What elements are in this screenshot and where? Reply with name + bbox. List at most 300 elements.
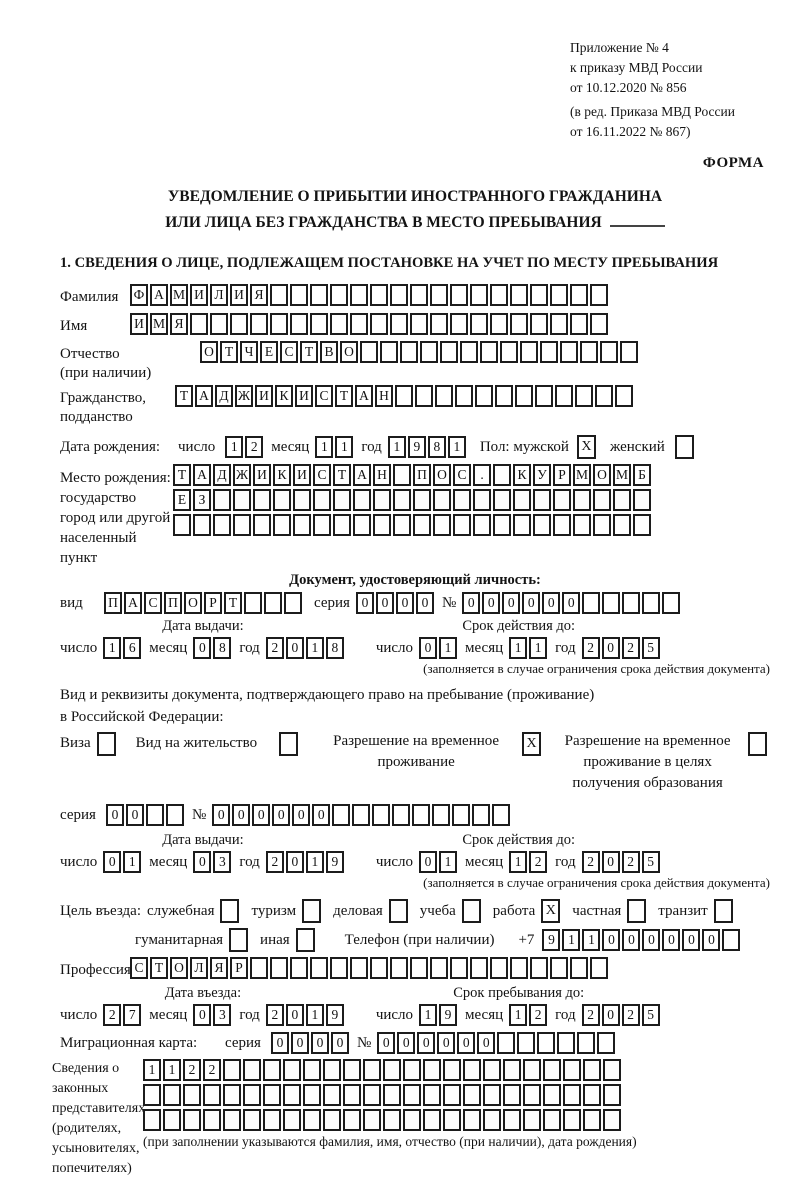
char-cell[interactable] <box>523 1059 541 1081</box>
char-cell[interactable] <box>243 1109 261 1131</box>
char-cell[interactable]: 0 <box>417 1032 435 1054</box>
char-cell[interactable] <box>430 313 448 335</box>
char-cell[interactable] <box>415 385 433 407</box>
char-cell[interactable]: 0 <box>103 851 121 873</box>
char-cell[interactable] <box>475 385 493 407</box>
char-cell[interactable] <box>353 514 371 536</box>
char-cell[interactable]: И <box>190 284 208 306</box>
char-cell[interactable]: А <box>150 284 168 306</box>
char-cell[interactable] <box>283 1084 301 1106</box>
char-cell[interactable]: Ж <box>235 385 253 407</box>
char-cell[interactable] <box>412 804 430 826</box>
char-cell[interactable]: 2 <box>622 1004 640 1026</box>
char-cell[interactable]: 0 <box>416 592 434 614</box>
char-cell[interactable] <box>193 514 211 536</box>
char-cell[interactable]: 7 <box>123 1004 141 1026</box>
char-cell[interactable]: 2 <box>266 1004 284 1026</box>
char-cell[interactable] <box>493 489 511 511</box>
char-cell[interactable]: 1 <box>439 637 457 659</box>
char-cell[interactable] <box>223 1109 241 1131</box>
char-cell[interactable]: М <box>150 313 168 335</box>
char-cell[interactable] <box>493 514 511 536</box>
char-cell[interactable]: 0 <box>702 929 720 951</box>
char-cell[interactable]: 0 <box>271 1032 289 1054</box>
char-cell[interactable] <box>423 1109 441 1131</box>
char-cell[interactable]: 1 <box>306 637 324 659</box>
char-cell[interactable]: 1 <box>448 436 466 458</box>
char-cell[interactable] <box>303 1109 321 1131</box>
char-cell[interactable] <box>350 284 368 306</box>
char-cell[interactable] <box>333 489 351 511</box>
char-cell[interactable]: 5 <box>642 851 660 873</box>
char-cell[interactable]: Н <box>375 385 393 407</box>
char-cell[interactable] <box>603 1084 621 1106</box>
char-cell[interactable] <box>403 1059 421 1081</box>
char-cell[interactable] <box>520 341 538 363</box>
char-cell[interactable]: Л <box>190 957 208 979</box>
purpose-business-checkbox[interactable] <box>389 899 408 923</box>
char-cell[interactable]: А <box>353 464 371 486</box>
char-cell[interactable]: 2 <box>529 851 547 873</box>
char-cell[interactable]: 0 <box>462 592 480 614</box>
char-cell[interactable] <box>550 284 568 306</box>
char-cell[interactable] <box>603 1059 621 1081</box>
char-cell[interactable] <box>230 313 248 335</box>
char-cell[interactable]: 1 <box>335 436 353 458</box>
char-cell[interactable]: 0 <box>419 851 437 873</box>
char-cell[interactable] <box>550 957 568 979</box>
char-cell[interactable] <box>290 284 308 306</box>
char-cell[interactable]: И <box>293 464 311 486</box>
char-cell[interactable] <box>383 1084 401 1106</box>
char-cell[interactable]: 0 <box>286 1004 304 1026</box>
char-cell[interactable] <box>530 313 548 335</box>
char-cell[interactable] <box>540 341 558 363</box>
char-cell[interactable] <box>722 929 740 951</box>
char-cell[interactable]: Л <box>210 284 228 306</box>
char-cell[interactable] <box>400 341 418 363</box>
char-cell[interactable] <box>613 489 631 511</box>
char-cell[interactable] <box>173 514 191 536</box>
char-cell[interactable] <box>390 957 408 979</box>
char-cell[interactable]: 2 <box>582 1004 600 1026</box>
char-cell[interactable] <box>495 385 513 407</box>
sex-male-checkbox[interactable]: X <box>577 435 596 459</box>
char-cell[interactable]: 0 <box>482 592 500 614</box>
char-cell[interactable] <box>470 284 488 306</box>
char-cell[interactable]: Т <box>224 592 242 614</box>
char-cell[interactable] <box>233 514 251 536</box>
char-cell[interactable]: 1 <box>163 1059 181 1081</box>
char-cell[interactable]: 0 <box>286 637 304 659</box>
char-cell[interactable]: 0 <box>331 1032 349 1054</box>
char-cell[interactable]: 0 <box>437 1032 455 1054</box>
char-cell[interactable]: 5 <box>642 637 660 659</box>
char-cell[interactable]: 1 <box>509 851 527 873</box>
char-cell[interactable]: 0 <box>602 929 620 951</box>
char-cell[interactable] <box>530 284 548 306</box>
char-cell[interactable]: Т <box>220 341 238 363</box>
char-cell[interactable] <box>323 1109 341 1131</box>
char-cell[interactable]: 1 <box>103 637 121 659</box>
char-cell[interactable]: П <box>164 592 182 614</box>
char-cell[interactable] <box>413 514 431 536</box>
char-cell[interactable] <box>333 514 351 536</box>
char-cell[interactable]: Ф <box>130 284 148 306</box>
char-cell[interactable]: Ж <box>233 464 251 486</box>
char-cell[interactable] <box>213 514 231 536</box>
char-cell[interactable] <box>270 284 288 306</box>
char-cell[interactable] <box>190 313 208 335</box>
char-cell[interactable]: 9 <box>326 851 344 873</box>
char-cell[interactable] <box>633 489 651 511</box>
char-cell[interactable]: С <box>453 464 471 486</box>
char-cell[interactable]: И <box>255 385 273 407</box>
char-cell[interactable]: 2 <box>245 436 263 458</box>
char-cell[interactable] <box>530 957 548 979</box>
char-cell[interactable]: Р <box>553 464 571 486</box>
char-cell[interactable]: 0 <box>126 804 144 826</box>
char-cell[interactable] <box>183 1109 201 1131</box>
char-cell[interactable] <box>363 1084 381 1106</box>
char-cell[interactable]: 2 <box>183 1059 201 1081</box>
char-cell[interactable]: 0 <box>252 804 270 826</box>
char-cell[interactable] <box>633 514 651 536</box>
char-cell[interactable]: 9 <box>439 1004 457 1026</box>
char-cell[interactable] <box>283 1109 301 1131</box>
char-cell[interactable]: А <box>355 385 373 407</box>
char-cell[interactable] <box>463 1059 481 1081</box>
char-cell[interactable]: 2 <box>203 1059 221 1081</box>
char-cell[interactable] <box>233 489 251 511</box>
char-cell[interactable]: 2 <box>266 637 284 659</box>
char-cell[interactable] <box>270 957 288 979</box>
char-cell[interactable] <box>590 957 608 979</box>
char-cell[interactable]: 0 <box>193 1004 211 1026</box>
char-cell[interactable]: Б <box>633 464 651 486</box>
char-cell[interactable] <box>463 1084 481 1106</box>
purpose-other-checkbox[interactable] <box>296 928 315 952</box>
char-cell[interactable] <box>243 1084 261 1106</box>
char-cell[interactable] <box>470 313 488 335</box>
char-cell[interactable] <box>383 1109 401 1131</box>
char-cell[interactable]: 2 <box>529 1004 547 1026</box>
char-cell[interactable] <box>583 1084 601 1106</box>
char-cell[interactable] <box>330 313 348 335</box>
char-cell[interactable] <box>533 489 551 511</box>
char-cell[interactable] <box>310 284 328 306</box>
char-cell[interactable] <box>560 341 578 363</box>
char-cell[interactable]: Р <box>230 957 248 979</box>
char-cell[interactable] <box>264 592 282 614</box>
char-cell[interactable]: 0 <box>193 637 211 659</box>
char-cell[interactable] <box>613 514 631 536</box>
char-cell[interactable] <box>570 313 588 335</box>
char-cell[interactable] <box>590 313 608 335</box>
char-cell[interactable] <box>523 1109 541 1131</box>
char-cell[interactable] <box>573 514 591 536</box>
char-cell[interactable] <box>600 341 618 363</box>
char-cell[interactable] <box>244 592 262 614</box>
char-cell[interactable]: 9 <box>542 929 560 951</box>
char-cell[interactable] <box>363 1059 381 1081</box>
char-cell[interactable]: К <box>273 464 291 486</box>
char-cell[interactable] <box>543 1109 561 1131</box>
char-cell[interactable] <box>490 284 508 306</box>
char-cell[interactable] <box>372 804 390 826</box>
char-cell[interactable] <box>253 514 271 536</box>
char-cell[interactable]: О <box>593 464 611 486</box>
char-cell[interactable]: И <box>130 313 148 335</box>
char-cell[interactable] <box>440 341 458 363</box>
char-cell[interactable] <box>146 804 164 826</box>
char-cell[interactable]: О <box>433 464 451 486</box>
char-cell[interactable] <box>463 1109 481 1131</box>
char-cell[interactable] <box>620 341 638 363</box>
purpose-work-checkbox[interactable]: X <box>541 899 560 923</box>
char-cell[interactable] <box>533 514 551 536</box>
char-cell[interactable]: Т <box>335 385 353 407</box>
char-cell[interactable] <box>352 804 370 826</box>
char-cell[interactable]: С <box>144 592 162 614</box>
char-cell[interactable] <box>263 1109 281 1131</box>
char-cell[interactable] <box>430 284 448 306</box>
char-cell[interactable] <box>515 385 533 407</box>
char-cell[interactable] <box>392 804 410 826</box>
char-cell[interactable] <box>470 957 488 979</box>
char-cell[interactable] <box>370 313 388 335</box>
char-cell[interactable] <box>490 957 508 979</box>
purpose-official-checkbox[interactable] <box>220 899 239 923</box>
char-cell[interactable] <box>503 1109 521 1131</box>
char-cell[interactable] <box>582 592 600 614</box>
char-cell[interactable]: С <box>130 957 148 979</box>
char-cell[interactable]: 9 <box>408 436 426 458</box>
char-cell[interactable]: О <box>200 341 218 363</box>
char-cell[interactable] <box>483 1059 501 1081</box>
char-cell[interactable]: С <box>313 464 331 486</box>
char-cell[interactable] <box>452 804 470 826</box>
char-cell[interactable]: 0 <box>377 1032 395 1054</box>
char-cell[interactable] <box>183 1084 201 1106</box>
char-cell[interactable] <box>590 284 608 306</box>
char-cell[interactable]: 2 <box>622 851 640 873</box>
char-cell[interactable] <box>453 489 471 511</box>
char-cell[interactable]: 1 <box>306 1004 324 1026</box>
purpose-study-checkbox[interactable] <box>462 899 481 923</box>
char-cell[interactable]: 1 <box>123 851 141 873</box>
char-cell[interactable]: 0 <box>286 851 304 873</box>
char-cell[interactable]: О <box>170 957 188 979</box>
char-cell[interactable] <box>473 514 491 536</box>
char-cell[interactable] <box>563 1059 581 1081</box>
char-cell[interactable]: 0 <box>602 637 620 659</box>
char-cell[interactable] <box>380 341 398 363</box>
char-cell[interactable] <box>580 341 598 363</box>
char-cell[interactable] <box>595 385 613 407</box>
char-cell[interactable] <box>473 489 491 511</box>
char-cell[interactable] <box>435 385 453 407</box>
char-cell[interactable] <box>323 1084 341 1106</box>
char-cell[interactable]: 0 <box>602 1004 620 1026</box>
char-cell[interactable] <box>583 1109 601 1131</box>
char-cell[interactable] <box>143 1084 161 1106</box>
char-cell[interactable] <box>642 592 660 614</box>
char-cell[interactable] <box>303 1084 321 1106</box>
char-cell[interactable]: Д <box>215 385 233 407</box>
char-cell[interactable]: 0 <box>312 804 330 826</box>
char-cell[interactable] <box>273 514 291 536</box>
purpose-transit-checkbox[interactable] <box>714 899 733 923</box>
char-cell[interactable] <box>223 1059 241 1081</box>
char-cell[interactable] <box>453 514 471 536</box>
char-cell[interactable]: Т <box>175 385 193 407</box>
char-cell[interactable] <box>360 341 378 363</box>
char-cell[interactable] <box>163 1084 181 1106</box>
char-cell[interactable]: 0 <box>419 637 437 659</box>
char-cell[interactable] <box>597 1032 615 1054</box>
char-cell[interactable]: И <box>230 284 248 306</box>
char-cell[interactable]: 6 <box>123 637 141 659</box>
char-cell[interactable]: Е <box>173 489 191 511</box>
char-cell[interactable]: 1 <box>529 637 547 659</box>
char-cell[interactable]: 0 <box>232 804 250 826</box>
char-cell[interactable]: 0 <box>682 929 700 951</box>
char-cell[interactable]: 0 <box>106 804 124 826</box>
char-cell[interactable] <box>413 489 431 511</box>
visa-checkbox[interactable] <box>97 732 116 756</box>
char-cell[interactable] <box>223 1084 241 1106</box>
char-cell[interactable]: Т <box>333 464 351 486</box>
char-cell[interactable] <box>313 489 331 511</box>
char-cell[interactable]: 0 <box>622 929 640 951</box>
char-cell[interactable] <box>332 804 350 826</box>
char-cell[interactable] <box>497 1032 515 1054</box>
char-cell[interactable] <box>284 592 302 614</box>
char-cell[interactable]: 0 <box>522 592 540 614</box>
char-cell[interactable] <box>430 957 448 979</box>
char-cell[interactable]: Е <box>260 341 278 363</box>
char-cell[interactable] <box>330 957 348 979</box>
char-cell[interactable]: 1 <box>439 851 457 873</box>
char-cell[interactable]: 2 <box>582 637 600 659</box>
char-cell[interactable] <box>510 957 528 979</box>
char-cell[interactable] <box>563 1109 581 1131</box>
char-cell[interactable]: О <box>340 341 358 363</box>
char-cell[interactable]: 2 <box>266 851 284 873</box>
char-cell[interactable] <box>343 1059 361 1081</box>
char-cell[interactable] <box>343 1084 361 1106</box>
char-cell[interactable]: 0 <box>477 1032 495 1054</box>
char-cell[interactable] <box>323 1059 341 1081</box>
char-cell[interactable]: Ч <box>240 341 258 363</box>
char-cell[interactable] <box>493 464 511 486</box>
char-cell[interactable]: 9 <box>326 1004 344 1026</box>
char-cell[interactable] <box>330 284 348 306</box>
char-cell[interactable]: 1 <box>225 436 243 458</box>
char-cell[interactable] <box>293 514 311 536</box>
char-cell[interactable]: К <box>275 385 293 407</box>
char-cell[interactable] <box>420 341 438 363</box>
char-cell[interactable] <box>310 313 328 335</box>
char-cell[interactable] <box>593 514 611 536</box>
char-cell[interactable] <box>615 385 633 407</box>
sex-female-checkbox[interactable] <box>675 435 694 459</box>
char-cell[interactable] <box>543 1059 561 1081</box>
char-cell[interactable]: 0 <box>272 804 290 826</box>
char-cell[interactable] <box>303 1059 321 1081</box>
char-cell[interactable]: М <box>573 464 591 486</box>
char-cell[interactable]: А <box>195 385 213 407</box>
char-cell[interactable] <box>662 592 680 614</box>
residence-permit-checkbox[interactable] <box>279 732 298 756</box>
char-cell[interactable] <box>166 804 184 826</box>
char-cell[interactable]: 2 <box>582 851 600 873</box>
char-cell[interactable] <box>250 313 268 335</box>
char-cell[interactable]: И <box>295 385 313 407</box>
char-cell[interactable]: К <box>513 464 531 486</box>
char-cell[interactable] <box>492 804 510 826</box>
char-cell[interactable] <box>483 1109 501 1131</box>
char-cell[interactable]: 0 <box>397 1032 415 1054</box>
char-cell[interactable] <box>513 489 531 511</box>
char-cell[interactable]: 2 <box>103 1004 121 1026</box>
char-cell[interactable]: 1 <box>509 1004 527 1026</box>
char-cell[interactable] <box>273 489 291 511</box>
char-cell[interactable] <box>410 957 428 979</box>
char-cell[interactable] <box>557 1032 575 1054</box>
char-cell[interactable] <box>503 1059 521 1081</box>
char-cell[interactable]: 0 <box>212 804 230 826</box>
char-cell[interactable]: Р <box>204 592 222 614</box>
char-cell[interactable] <box>263 1059 281 1081</box>
char-cell[interactable]: 8 <box>428 436 446 458</box>
char-cell[interactable] <box>550 313 568 335</box>
char-cell[interactable]: 0 <box>457 1032 475 1054</box>
char-cell[interactable] <box>455 385 473 407</box>
char-cell[interactable] <box>432 804 450 826</box>
char-cell[interactable] <box>373 489 391 511</box>
char-cell[interactable] <box>203 1084 221 1106</box>
char-cell[interactable] <box>575 385 593 407</box>
char-cell[interactable] <box>250 957 268 979</box>
char-cell[interactable] <box>543 1084 561 1106</box>
char-cell[interactable]: У <box>533 464 551 486</box>
char-cell[interactable] <box>370 957 388 979</box>
char-cell[interactable]: 0 <box>562 592 580 614</box>
char-cell[interactable] <box>563 1084 581 1106</box>
char-cell[interactable]: Я <box>210 957 228 979</box>
char-cell[interactable] <box>537 1032 555 1054</box>
char-cell[interactable]: . <box>473 464 491 486</box>
char-cell[interactable]: Т <box>300 341 318 363</box>
char-cell[interactable]: С <box>280 341 298 363</box>
char-cell[interactable]: С <box>315 385 333 407</box>
char-cell[interactable]: Н <box>373 464 391 486</box>
char-cell[interactable] <box>370 284 388 306</box>
char-cell[interactable] <box>390 313 408 335</box>
char-cell[interactable] <box>433 489 451 511</box>
char-cell[interactable] <box>450 313 468 335</box>
char-cell[interactable] <box>500 341 518 363</box>
char-cell[interactable] <box>143 1109 161 1131</box>
temp-residence-checkbox[interactable]: X <box>522 732 541 756</box>
char-cell[interactable] <box>393 464 411 486</box>
char-cell[interactable] <box>393 489 411 511</box>
char-cell[interactable] <box>593 489 611 511</box>
char-cell[interactable]: П <box>104 592 122 614</box>
char-cell[interactable] <box>450 284 468 306</box>
